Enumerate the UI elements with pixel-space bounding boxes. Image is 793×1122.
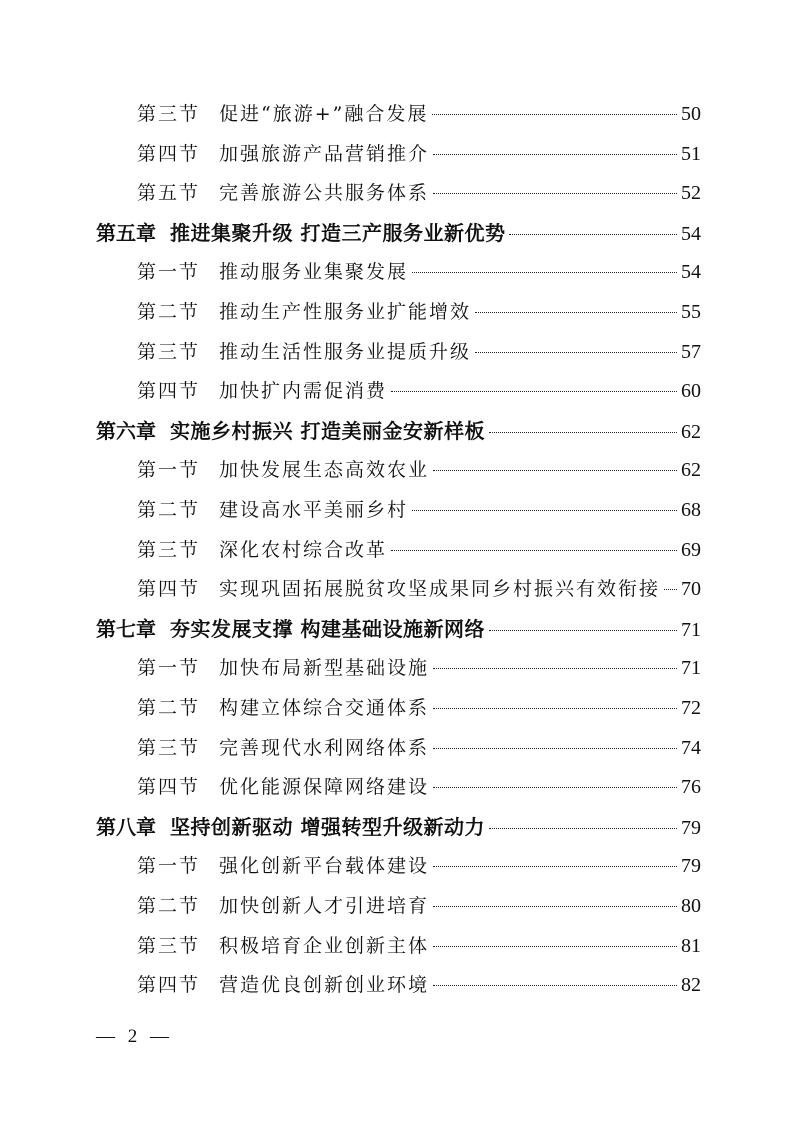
toc-entry-label: 第一节 — [137, 657, 201, 680]
toc-section-entry[interactable] — [137, 654, 701, 682]
toc-entry-label: 第一节 — [137, 459, 201, 482]
dot-leader — [475, 312, 677, 313]
dot-leader — [433, 470, 677, 471]
toc-entry-title: 实施乡村振兴 打造美丽金安新样板 — [170, 418, 485, 443]
toc-section-entry[interactable] — [137, 852, 701, 880]
toc-entry-title: 深化农村综合改革 — [219, 538, 388, 561]
toc-entry-page-number: 50 — [681, 103, 701, 125]
toc-section-entry[interactable] — [137, 496, 701, 524]
toc-entry-page-number: 51 — [681, 142, 701, 165]
toc-entry-page-number: 54 — [681, 261, 701, 284]
toc-entry-label: 第一节 — [137, 261, 201, 284]
toc-entry-label: 第四节 — [137, 380, 201, 403]
toc-entry-title: 加强旅游产品营销推介 — [219, 142, 430, 165]
toc-section-entry[interactable] — [137, 377, 701, 405]
toc-entry-title: 完善旅游公共服务体系 — [219, 182, 430, 205]
toc-entry-page-number: 71 — [681, 657, 701, 680]
toc-entry-title: 强化创新平台载体建设 — [219, 855, 430, 878]
toc-entry-page-number: 81 — [681, 934, 701, 957]
toc-section-entry[interactable] — [137, 971, 701, 999]
toc-entry-title: 推动生活性服务业提质升级 — [219, 340, 472, 363]
toc-entry-title: 营造优良创新创业环境 — [219, 974, 430, 997]
dot-leader — [664, 589, 677, 590]
toc-entry-title: 加快扩内需促消费 — [219, 380, 388, 403]
toc-section-entry[interactable] — [137, 932, 701, 960]
toc-section-entry[interactable] — [137, 773, 701, 801]
toc-entry-label: 第四节 — [137, 578, 201, 601]
toc-entry-label: 第七章 — [96, 616, 156, 641]
dot-leader — [433, 946, 677, 947]
toc-section-entry[interactable] — [137, 338, 701, 366]
toc-entry-page-number: 79 — [681, 855, 701, 878]
toc-entry-page-number: 68 — [681, 499, 701, 521]
toc-entry-title: 建设高水平美丽乡村 — [219, 499, 409, 521]
toc-entry-label: 第三节 — [137, 538, 201, 561]
toc-entry-label: 第三节 — [137, 103, 201, 125]
toc-entry-label: 第五节 — [137, 182, 201, 205]
dot-leader — [433, 866, 677, 867]
toc-entry-title: 推动服务业集聚发展 — [219, 261, 409, 284]
toc-chapter-entry[interactable] — [96, 615, 701, 643]
dot-leader — [412, 510, 677, 511]
toc-entry-label: 第五章 — [96, 220, 156, 245]
toc-section-entry[interactable] — [137, 140, 701, 168]
toc-entry-page-number: 54 — [681, 222, 701, 245]
toc-entry-page-number: 52 — [681, 182, 701, 205]
toc-entry-label: 第三节 — [137, 340, 201, 363]
toc-entry-label: 第三节 — [137, 934, 201, 957]
dot-leader — [391, 550, 677, 551]
toc-entry-title: 推动生产性服务业扩能增效 — [219, 301, 472, 323]
toc-chapter-entry[interactable] — [96, 417, 701, 445]
toc-entry-title: 夯实发展支撑 构建基础设施新网络 — [170, 616, 485, 641]
dot-leader — [475, 352, 677, 353]
dot-leader — [489, 828, 677, 829]
dot-leader — [432, 114, 677, 115]
toc-entry-page-number: 76 — [681, 776, 701, 799]
toc-section-entry[interactable] — [137, 298, 701, 326]
toc-entry-label: 第三节 — [137, 736, 201, 759]
toc-entry-title: 推进集聚升级 打造三产服务业新优势 — [170, 220, 506, 245]
dot-leader — [433, 708, 677, 709]
toc-entry-label: 第四节 — [137, 974, 201, 997]
toc-entry-label: 第一节 — [137, 855, 201, 878]
toc-entry-title: 积极培育企业创新主体 — [219, 934, 430, 957]
toc-entry-page-number: 57 — [681, 340, 701, 363]
toc-section-entry[interactable] — [137, 100, 701, 128]
toc-entry-page-number: 71 — [681, 618, 701, 641]
toc-entry-title: 实现巩固拓展脱贫攻坚成果同乡村振兴有效衔接 — [219, 578, 661, 601]
toc-section-entry[interactable] — [137, 694, 701, 722]
toc-entry-label: 第二节 — [137, 895, 201, 917]
toc-chapter-entry[interactable] — [96, 813, 701, 841]
toc-entry-page-number: 62 — [681, 459, 701, 482]
dot-leader — [391, 391, 677, 392]
toc-section-entry[interactable] — [137, 536, 701, 564]
toc-entry-label: 第二节 — [137, 499, 201, 521]
toc-entry-title: 加快发展生态高效农业 — [219, 459, 430, 482]
toc-entry-page-number: 72 — [681, 697, 701, 719]
dot-leader — [433, 668, 677, 669]
toc-entry-title: 促进“旅游+”融合发展 — [219, 103, 429, 125]
toc-entry-page-number: 60 — [681, 380, 701, 403]
toc-entry-label: 第六章 — [96, 418, 156, 443]
toc-entry-title: 加快布局新型基础设施 — [219, 657, 430, 680]
toc-chapter-entry[interactable] — [96, 219, 701, 247]
toc-entry-title: 坚持创新驱动 增强转型升级新动力 — [170, 814, 485, 839]
toc-entry-title: 构建立体综合交通体系 — [219, 697, 430, 719]
toc-section-entry[interactable] — [137, 456, 701, 484]
dot-leader — [489, 630, 677, 631]
toc-entry-label: 第二节 — [137, 697, 201, 719]
page-number-footer: — 2 — — [96, 1026, 173, 1047]
dot-leader — [433, 193, 677, 194]
toc-entry-label: 第四节 — [137, 776, 201, 799]
toc-section-entry[interactable] — [137, 179, 701, 207]
toc-entry-page-number: 74 — [681, 736, 701, 759]
toc-section-entry[interactable] — [137, 892, 701, 920]
dot-leader — [433, 787, 677, 788]
dot-leader — [433, 748, 677, 749]
toc-entry-title: 优化能源保障网络建设 — [219, 776, 430, 799]
toc-entry-label: 第八章 — [96, 814, 156, 839]
toc-entry-page-number: 82 — [681, 974, 701, 997]
dot-leader — [433, 154, 677, 155]
toc-entry-title: 完善现代水利网络体系 — [219, 736, 430, 759]
toc-entry-label: 第四节 — [137, 142, 201, 165]
dot-leader — [509, 234, 677, 235]
toc-entry-page-number: 62 — [681, 420, 701, 443]
toc-entry-page-number: 70 — [681, 578, 701, 601]
toc-section-entry[interactable] — [137, 258, 701, 286]
dot-leader — [489, 432, 677, 433]
toc-entry-page-number: 80 — [681, 895, 701, 917]
toc-entry-label: 第二节 — [137, 301, 201, 323]
dot-leader — [433, 906, 677, 907]
toc-entry-page-number: 55 — [681, 301, 701, 323]
dot-leader — [412, 272, 677, 273]
dot-leader — [433, 985, 677, 986]
toc-entry-title: 加快创新人才引进培育 — [219, 895, 430, 917]
toc-section-entry[interactable] — [137, 575, 701, 603]
toc-entry-page-number: 69 — [681, 538, 701, 561]
toc-section-entry[interactable] — [137, 734, 701, 762]
toc-entry-page-number: 79 — [681, 816, 701, 839]
